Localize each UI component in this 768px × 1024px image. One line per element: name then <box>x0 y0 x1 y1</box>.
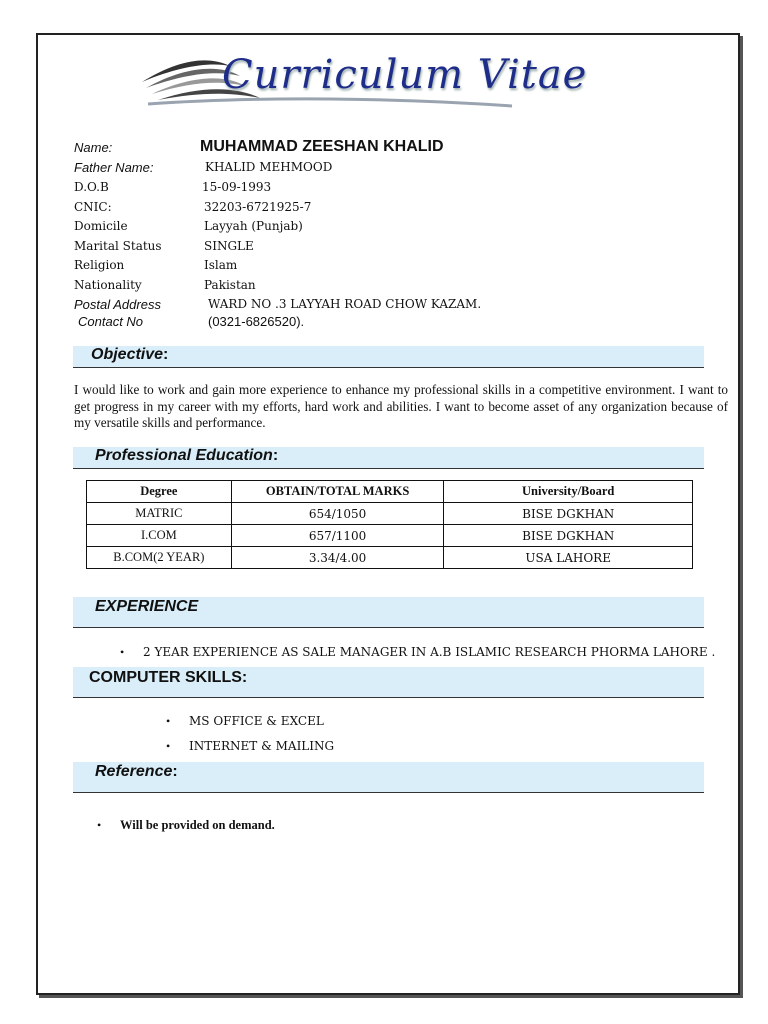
marks-cell: 3.34/4.00 <box>231 547 444 569</box>
objective-section-bar <box>73 346 704 368</box>
contact-value: (0321-6826520). <box>208 314 305 329</box>
table-row <box>87 525 693 547</box>
education-heading <box>95 447 278 465</box>
reference-item: Will be provided on demand. <box>120 818 275 832</box>
religion-label: Religion <box>74 258 125 272</box>
dob-value: 15-09-1993 <box>202 180 272 194</box>
degree-cell: B.COM(2 YEAR) <box>87 547 232 569</box>
column-header: University/Board <box>444 481 693 503</box>
board-cell: BISE DGKHAN <box>444 525 693 547</box>
logo-text: Curriculum Vitae <box>222 52 588 98</box>
skill-item: INTERNET & MAILING <box>189 739 335 753</box>
marks-cell: 657/1100 <box>231 525 444 547</box>
reference-heading-text: Reference <box>95 763 173 780</box>
postal-address-value: WARD NO .3 LAYYAH ROAD CHOW KAZAM. <box>208 297 482 311</box>
education-section-bar <box>73 447 704 469</box>
experience-item: 2 YEAR EXPERIENCE AS SALE MANAGER IN A.B ISLAMIC RESEARCH PHORMA LAHORE . <box>143 645 716 659</box>
objective-heading-colon: : <box>163 346 169 363</box>
education-heading-colon: : <box>272 447 279 464</box>
contact-label: Contact No <box>78 314 144 329</box>
nationality-value: Pakistan <box>204 278 256 292</box>
degree-cell: MATRIC <box>87 503 232 525</box>
objective-heading <box>91 346 168 364</box>
column-header: Degree <box>87 481 232 503</box>
table-row <box>87 547 693 569</box>
father-name-value: KHALID MEHMOOD <box>205 160 333 174</box>
reference-section-bar <box>73 762 704 793</box>
bullet-icon: • <box>97 818 102 832</box>
education-heading-text: Professional Education <box>95 447 273 464</box>
bullet-icon: • <box>166 739 171 753</box>
computer-skills-section-bar <box>73 667 704 698</box>
table-header-row <box>87 481 693 503</box>
reference-heading-colon: : <box>172 763 178 780</box>
reference-heading <box>95 763 178 781</box>
postal-address-label: Postal Address <box>74 297 161 312</box>
skill-item: MS OFFICE & EXCEL <box>189 714 324 728</box>
marital-status-label: Marital Status <box>74 239 162 253</box>
marital-status-value: SINGLE <box>204 239 254 253</box>
table-row <box>87 503 693 525</box>
bullet-icon: • <box>120 645 125 659</box>
board-cell: USA LAHORE <box>444 547 693 569</box>
religion-value: Islam <box>204 258 238 272</box>
father-name-label: Father Name: <box>74 160 154 175</box>
marks-cell: 654/1050 <box>231 503 444 525</box>
dob-label: D.O.B <box>74 180 109 194</box>
objective-heading-text: Objective <box>91 346 164 363</box>
degree-cell: I.COM <box>87 525 232 547</box>
computer-skills-heading: COMPUTER SKILLS: <box>89 669 248 686</box>
education-table <box>86 480 693 569</box>
experience-heading: EXPERIENCE <box>95 598 199 615</box>
nationality-label: Nationality <box>74 278 142 292</box>
cnic-value: 32203-6721925-7 <box>204 200 312 214</box>
domicile-value: Layyah (Punjab) <box>204 219 303 233</box>
cnic-label: CNIC: <box>74 200 112 214</box>
bullet-icon: • <box>166 714 171 728</box>
domicile-label: Domicile <box>74 219 128 233</box>
column-header: OBTAIN/TOTAL MARKS <box>231 481 444 503</box>
experience-section-bar <box>73 597 704 628</box>
objective-text: I would like to work and gain more experience to enhance my professional skills in a competitive environment. I want to get progress in my career with my efforts, hard work and abilities. I want to become asset of any organization because of my versatile skills and performance. <box>74 382 728 430</box>
board-cell: BISE DGKHAN <box>444 503 693 525</box>
name-label: Name: <box>74 140 113 155</box>
name-value: MUHAMMAD ZEESHAN KHALID <box>200 138 444 155</box>
